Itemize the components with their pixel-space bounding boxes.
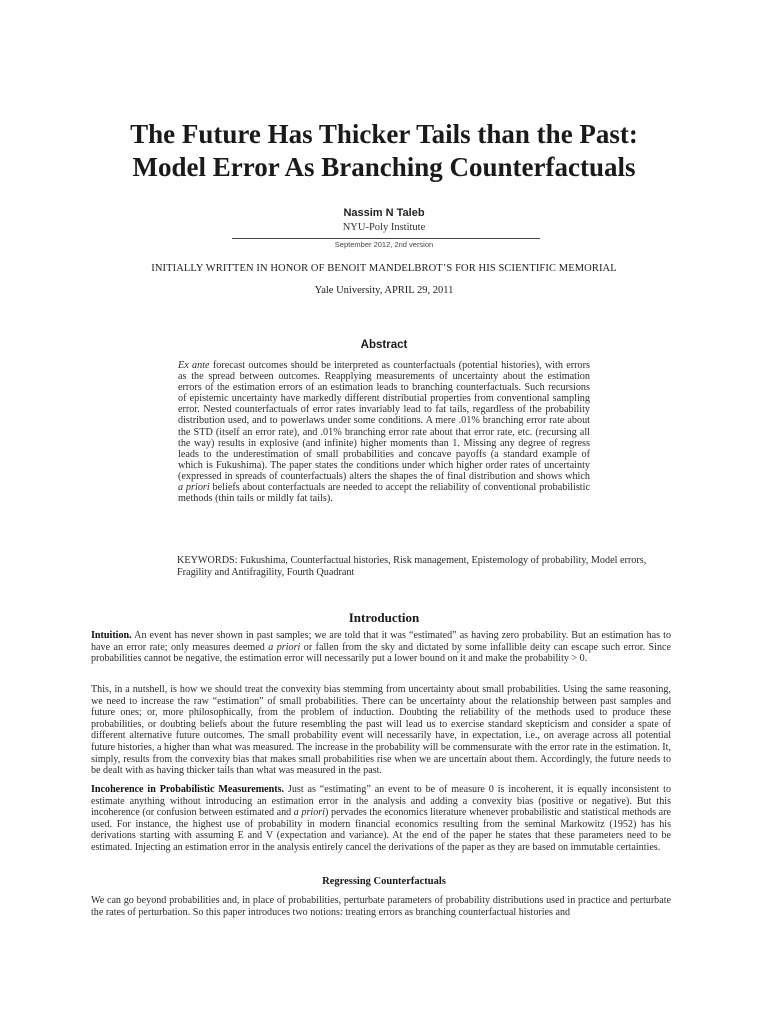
version-date: September 2012, 2nd version bbox=[334, 240, 434, 249]
author-affiliation: NYU-Poly Institute bbox=[342, 222, 426, 233]
runin-intuition: Intuition. bbox=[91, 630, 132, 641]
title-line-1: The Future Has Thicker Tails than the Past: bbox=[130, 119, 638, 149]
dedication-line: INITIALLY WRITTEN IN HONOR OF BENOIT MANDELBROT’S FOR HIS SCIENTIFIC MEMORIAL bbox=[151, 263, 617, 274]
paper-title bbox=[0, 118, 768, 184]
venue-line: Yale University, APRIL 29, 2011 bbox=[314, 285, 454, 296]
abstract-body bbox=[178, 360, 590, 504]
author-name: Nassim N Taleb bbox=[343, 207, 425, 219]
introduction-heading: Introduction bbox=[348, 610, 420, 625]
p3-text-a: Just as “estimating” an event to be of measure 0 is incoherent, it is equally inconsistent to estimate anything without introducing an estimation error in the analysis and adding a convexity bias (positive or negative). But this incoherence (or confusion between estimated and bbox=[91, 784, 671, 819]
p1-text-b: or fallen from the sky and dictated by some infallible deity can escape such error. Since probabilities cannot be negative, the estimation error will necessarily put a lower bound on it and make the probability > 0. bbox=[91, 641, 671, 665]
p1-a-priori: a priori bbox=[268, 641, 301, 653]
abstract-heading: Abstract bbox=[360, 339, 408, 351]
p3-text-b: ) pervades the economics literature whenever probabilistic and statistical methods are used. For instance, the highest use of probability in modern financial economics resulting from the seminal Markowitz (1952) has his derivations starting with assuming E and V (expectation and variance). At the end of the paper he states that these parameters need to be estimated. Injecting an estimation error in the analysis entirely cancel the derivations of the paper as they are based on immutable certainties. bbox=[91, 807, 671, 853]
abstract-text-2: beliefs about conterfactuals are needed to accept the reliability of conventional probabilistic methods (thin tails or mildly fat tails). bbox=[178, 482, 590, 505]
paragraph-intuition bbox=[91, 630, 671, 665]
abstract-text-1: forecast outcomes should be interpreted as counterfactuals (potential histories), with errors as the spread between outcomes. Reapplying measurements of uncertainty about the estimation errors of the estimation errors of an estimation leads to branching counterfactuals. Such recursions of epistemic uncertainty have markedly different distributial properties from conventional sampling error. Nested counterfactuals of error rates invariably lead to fat tails, regardless of the probability distribution used, and to powerlaws under some conditions. A mere .01% branching error rate about the STD (itself an error rate), and .01% branching error rate about that error rate, etc. (recursing all the way) results in explosive (and infinite) higher moments than 1. Missing any degree of regress leads to the underestimation of small probabilities and concave payoffs (a standard example of which is Fukushima). The paper states the conditions under which higher order rates of uncertainty (expressed in spreads of counterfactuals) alters the shapes the of final distribution and shows which bbox=[178, 360, 590, 482]
keywords: KEYWORDS: Fukushima, Counterfactual histories, Risk management, Epistemology of probability, Model errors, Fragility and Antifragility, Fourth Quadrant bbox=[177, 555, 647, 578]
abstract-ex-ante: Ex ante bbox=[178, 360, 210, 371]
header-divider bbox=[232, 238, 540, 239]
paragraph-nutshell: This, in a nutshell, is how we should treat the convexity bias stemming from uncertainty about small probabilities. Using the same reasoning, we need to increase the raw “estimation” of small probabilities. There can be uncertainty about the relationship between past samples and future ones; or, more philosophically, from the problem of induction. Doubting the reliability of the methods used to produce these probabilities, or doubting beliefs about the future resembling the past will lead us to exercise standard skepticism and consider a spate of different alternative future outcomes. The small probability event will necessarily have, in expectation, i.e., on average across all potential future histories, a higher than what was measured. The increase in the probability will be commensurate with the error rate in the estimation. It, simply, results from the convexity bias that makes small probabilities rise when we are uncertain about them. Accordingly, the future needs to be dealt with as having thicker tails than what was measured in the past. bbox=[91, 684, 671, 777]
p1-text-a: An event has never shown in past samples; we are told that it was “estimated” as having zero probability. But an estimation has to have an error rate; only measures deemed bbox=[91, 630, 671, 653]
paragraph-regressing: We can go beyond probabilities and, in place of probabilities, perturbate parameters of probability distributions used in practice and perturbate the rates of perturbation. So this paper introduces two notions: treating errors as branching counterfactual histories and bbox=[91, 895, 671, 918]
title-line-2: Model Error As Branching Counterfactuals bbox=[132, 152, 636, 182]
regressing-counterfactuals-heading: Regressing Counterfactuals bbox=[322, 876, 446, 887]
paragraph-incoherence bbox=[91, 784, 671, 854]
runin-incoherence: Incoherence in Probabilistic Measurements. bbox=[91, 784, 285, 795]
abstract-a-priori: a priori bbox=[178, 482, 210, 494]
p3-a-priori: a priori bbox=[293, 807, 325, 819]
